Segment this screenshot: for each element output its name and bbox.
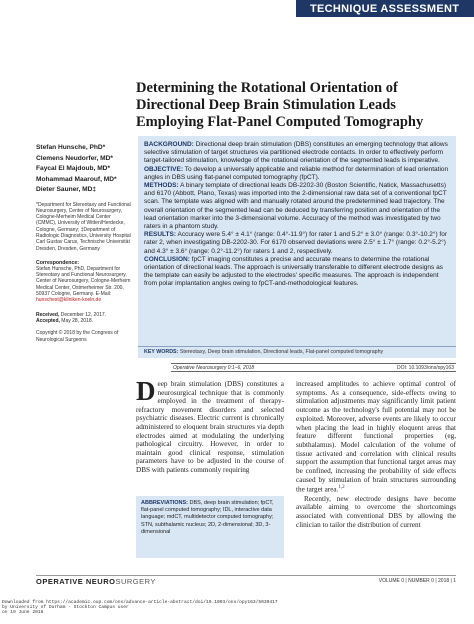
methods-text: A binary template of directional leads DB-2202-30 (Boston Scientific, Natick, Massachusetts) and 6170 (Abbott, Plano, Texas) was imported into the 2-dimensional raw data set of a conventional fpCT scan. The template was aligned with and manually rotated around the predetermined lead trajectory. The overall orientation of the segmented lead can be deduced by transferring position and orientation of the lead orientation marker into the 3-dimensional volume. Accuracy of the method was investigated by two raters in a phantom study. — [144, 182, 447, 231]
abbreviations-label: ABBREVIATIONS: — [141, 500, 188, 506]
body-text-left — [136, 376, 284, 475]
reference-marker[interactable]: 1,2 — [338, 485, 345, 491]
page-footer — [36, 575, 456, 586]
email-link[interactable]: hunschest@kliniken-koeln.de — [36, 297, 102, 304]
results-label: RESULTS: — [144, 231, 177, 239]
received-date: December 12, 2017. — [60, 311, 107, 318]
correspondence-address: Stefan Hunsche, PhD, Department for Stereotaxy and Functional Neurosurgery, Center of Neurosurgery, Cologne-Merheim Medical Center, Ostmerheimer Str. 200, 50937 Cologne, Germany. — [36, 265, 131, 298]
abbreviations-text: DBS, deep brain stimulation; fpCT, flat-panel computed tomography; IDL, interactive data language; mdCT, multidetector computed tomography; STN, subthalamic nucleus; 2D, 2-dimensional; 3D, 3-dimensional — [141, 500, 274, 535]
background-label: BACKGROUND: — [144, 141, 194, 148]
footer-journal — [36, 577, 156, 586]
article-title: Determining the Rotational Orientation of Directional Deep Brain Stimulation Leads Employing Flat-Panel Computed Tomography — [136, 80, 424, 130]
abstract-background — [144, 141, 450, 166]
abstract-results — [144, 231, 450, 256]
abstract-box — [138, 136, 456, 358]
doi[interactable]: DOI: 10.1093/ons/opy163 — [397, 364, 454, 371]
footer-volume: VOLUME 0 | NUMBER 0 | 2018 | 1 — [378, 578, 456, 584]
affiliations: *Department for Stereotaxy and Functional Neurosurgery, Center of Neurosurgery, Cologne-Merheim Medical Center (CMMC), University of Witten/Herdecke, Cologne, Germany; ‡Department of Radiologic Diagnostics, University Hospital Carl Gustav Carus, Technische Universität Dresden, Dresden, Germany — [36, 201, 131, 252]
body-text-right — [296, 380, 456, 529]
keywords-label: KEY WORDS: — [144, 349, 179, 355]
author-name[interactable]: Mohammad Maarouf, MD* — [36, 175, 117, 183]
author-name[interactable]: Faycal El Majdoub, MD* — [36, 165, 111, 172]
correspondence-text — [36, 266, 132, 304]
abstract-methods — [144, 182, 450, 231]
abbreviations-box — [136, 496, 284, 558]
journal-citation: Operative Neurosurgery 0:1–6, 2018 — [173, 364, 255, 371]
keywords — [138, 346, 456, 358]
body-right-p1: increased amplitudes to achieve optimal control of symptoms. As a consequence, side-effects owing to stimulation adjustments may significantly limit patient outcome as the technology's full potential may not be exploited. Moreover, adverse events are likely to occur when placing the lead in highly eloquent areas that feature different functional properties (eg, subthalamus). Model calculation of the volume of tissue activated and correlation with clinical results support the assumption that functional target areas may be confined, increasing the probability of side effects caused by stimulation of brain structures surrounding the target area. — [296, 380, 456, 494]
download-note: Downloaded from https://academic.oup.com/ons/advance-article-abstract/doi/10.1093/ons/opy163/5039417 by University of Durham - Stockton Campus user on 19 June 2018 — [2, 600, 278, 616]
email-label: E-Mail: — [95, 291, 112, 298]
author-name[interactable]: Stefan Hunsche, PhD* — [36, 144, 106, 151]
methods-label: METHODS: — [144, 182, 179, 190]
body-left-text: eep brain stimulation (DBS) constitutes a neurosurgical technique that is commonly employed in the treatment of therapy-refractory movement disorders and selected psychiatric diseases. Electric current is chronically administered to eloquent brain structures via depth electrodes aimed at modulating the underlying pathological circuitry. However, in order to maintain good clinical response, stimulation parameters have to be adjusted in the course of DBS with patients commonly requiring — [136, 380, 284, 474]
abstract-conclusion — [144, 256, 450, 289]
conclusion-label: CONCLUSION: — [144, 255, 190, 263]
section-banner: TECHNIQUE ASSESSMENT — [296, 0, 474, 17]
results-text: Accuracy were 5.4° ± 4.1° (range: 0.4°-11.9°) for rater 1 and 5.2° ± 3.0° (range: 0.3°-10.2°) for rater 2, when investigating DB-2202-30. For 6170 observed deviations were 2.5° ± 1.7° (range: 0.2°-5.2°) and 4.3° ± 3.6° (range: 0.2°-11.2°) for raters 1 and 2, respectively. — [144, 231, 448, 255]
accepted-label: Accepted, — [36, 317, 60, 324]
footer-journal-bold: OPERATIVE NEURO — [36, 576, 116, 586]
accepted-date: May 28, 2018. — [61, 317, 93, 324]
copyright: Copyright © 2018 by the Congress of Neurological Surgeons — [36, 330, 119, 343]
citation-line — [171, 363, 456, 372]
objective-label: OBJECTIVE: — [144, 165, 184, 173]
drop-cap: D — [136, 376, 156, 406]
received-label: Received, — [36, 311, 60, 318]
body-right-p2: Recently, new electrode designs have become available aiming to overcome the shortcomings associated with conventional DBS by allowing the clinician to tailor the distribution of current — [296, 494, 456, 529]
author-column — [36, 143, 132, 343]
author-name[interactable]: Dieter Sauner, MD‡ — [36, 186, 97, 193]
objective-text: To develop a universally applicable and reliable method for determination of lead orientation angles in DBS using flat-panel computed tomography (fpCT). — [144, 165, 449, 181]
author-name[interactable]: Clemens Neudorfer, MD* — [36, 154, 113, 162]
correspondence-heading: Correspondence: — [36, 259, 79, 266]
footer-journal-light: SURGERY — [115, 576, 156, 586]
conclusion-text: fpCT imaging constitutes a precise and accurate means to determine the rotational orientation of directional leads. The approach is universally transferable to different electrode designs as the template can easily be adjusted to the electrodes' specific measures. The approach is independent from polar implantation angles owing to fpCT-and-methodological features. — [144, 255, 443, 288]
keywords-text: Stereotaxy, Deep brain stimulation, Directional leads, Flat-panel computed tomography — [179, 349, 384, 355]
article-dates — [36, 312, 132, 325]
background-text: Directional deep brain stimulation (DBS) constitutes an emerging technology that allows selective stimulation of target structures via partitioned electrode contacts. In order to effectively perform target-tailored stimulation, knowledge of the rotational orientation of the segmented leads is imperative. — [144, 141, 448, 165]
abstract-objective — [144, 166, 450, 182]
